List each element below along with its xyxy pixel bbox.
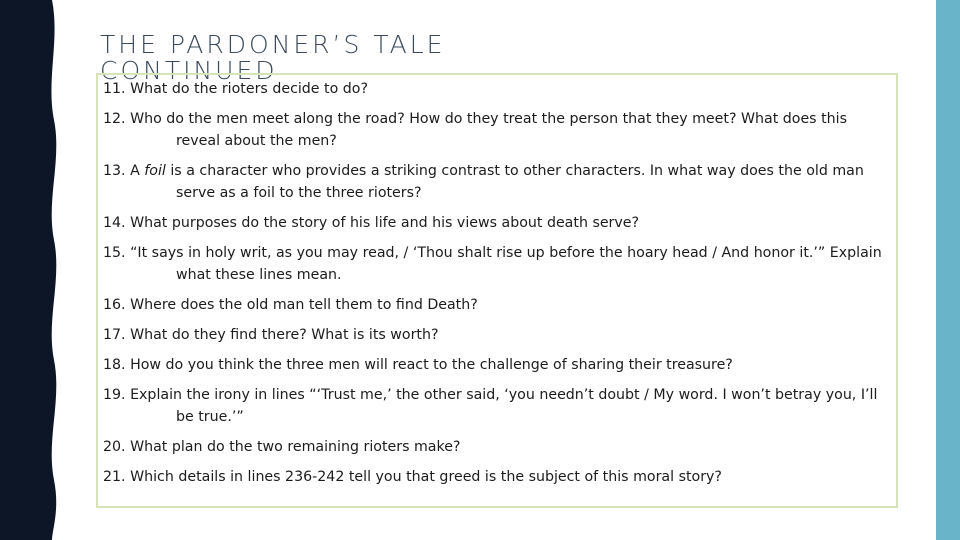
question-item: 19. Explain the irony in lines “‘Trust me,’ the other said, ‘you needn’t doubt / My word. I won’t betray you, I’ll be true.’” (103, 387, 878, 425)
question-item: 15. “It says in holy writ, as you may read, / ‘Thou shalt rise up before the hoary head / And honor it.’” Explain what these lines mean. (103, 245, 882, 283)
question-item: 18. How do you think the three men will react to the challenge of sharing their treasure? (103, 357, 733, 373)
question-item: 14. What purposes do the story of his life and his views about death serve? (103, 215, 640, 231)
question-item: 12. Who do the men meet along the road? How do they treat the person that they meet? What does this reveal about the men? (103, 111, 847, 149)
question-item: 20. What plan do the two remaining rioters make? (103, 439, 461, 455)
question-list (103, 78, 893, 496)
question-item: 21. Which details in lines 236-242 tell you that greed is the subject of this moral story? (103, 469, 722, 485)
question-item: 17. What do they find there? What is its worth? (103, 327, 439, 343)
right-accent-band (936, 0, 960, 540)
title-line-1: THE PARDONER’S TALE (100, 30, 446, 59)
left-decorative-band (0, 0, 62, 540)
question-item: 11. What do the rioters decide to do? (103, 81, 369, 97)
question-italic-term: foil (144, 163, 166, 179)
title-line-2: CONTINUED (100, 56, 278, 85)
question-prefix: 13. A (103, 163, 145, 179)
wavy-edge-shape (0, 0, 62, 540)
question-suffix: is a character who provides a striking contrast to other characters. In what way does the old man serve as a foil to the three rioters? (165, 163, 864, 201)
question-item (103, 160, 893, 204)
question-item: 16. Where does the old man tell them to find Death? (103, 297, 478, 313)
